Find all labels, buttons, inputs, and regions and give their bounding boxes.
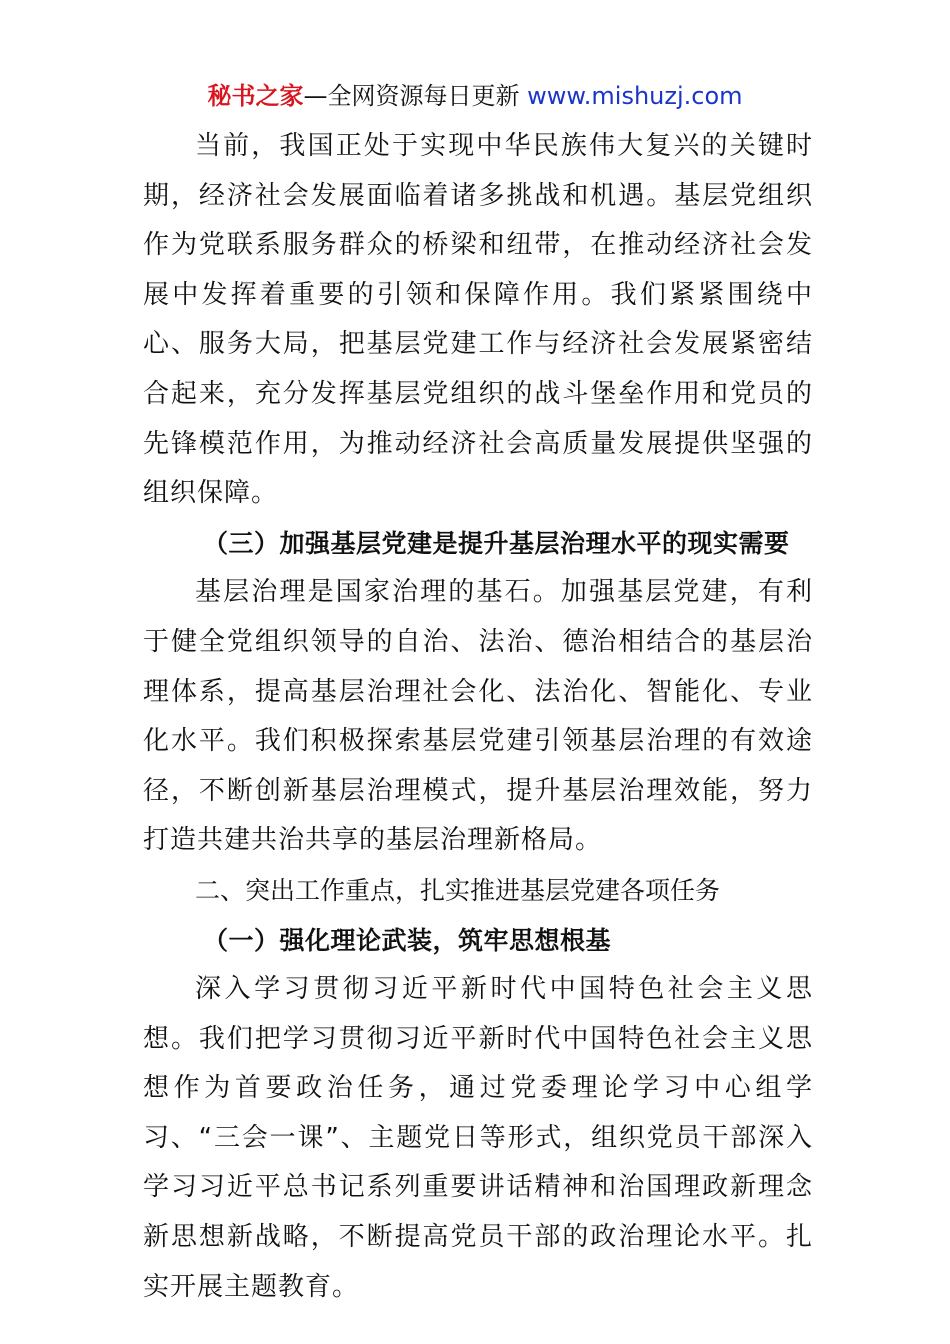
document-body bbox=[143, 122, 813, 1312]
site-url-link[interactable]: www.mishuzj.com bbox=[527, 82, 743, 110]
header-slogan: —全网资源每日更新 bbox=[303, 82, 520, 110]
subheading-3: （三）加强基层党建是提升基层治理水平的现实需要 bbox=[203, 528, 790, 558]
page-header bbox=[0, 78, 950, 114]
brand-name: 秘书之家 bbox=[207, 82, 304, 110]
paragraph-3: 深入学习贯彻习近平新时代中国特色社会主义思想。我们把学习贯彻习近平新时代中国特色社会主义思想作为首要政治任务，通过党委理论学习中心组学习、“三会一课”、主题党日等形式，组织党员干部深入学习习近平总书记系列重要讲话精神和治国理政新理念新思想新战略，不断提高党员干部的政治理论水平。扎实开展主题教育。 bbox=[143, 974, 813, 1302]
paragraph-1: 当前，我国正处于实现中华民族伟大复兴的关键时期，经济社会发展面临着诸多挑战和机遇。基层党组织作为党联系服务群众的桥梁和纽带，在推动经济社会发展中发挥着重要的引领和保障作用。我们紧紧围绕中心、服务大局，把基层党建工作与经济社会发展紧密结合起来，充分发挥基层党组织的战斗堡垒作用和党员的先锋模范作用，为推动经济社会高质量发展提供坚强的组织保障。 bbox=[143, 131, 813, 509]
paragraph-2: 基层治理是国家治理的基石。加强基层党建，有利于健全党组织领导的自治、法治、德治相结合的基层治理体系，提高基层治理社会化、法治化、智能化、专业化水平。我们积极探索基层党建引领基层治理的有效途径，不断创新基层治理模式，提升基层治理效能，努力打造共建共治共享的基层治理新格局。 bbox=[143, 577, 813, 856]
section-heading-2: 二、突出工作重点，扎实推进基层党建各项任务 bbox=[195, 875, 721, 905]
subheading-1: （一）强化理论武装，筑牢思想根基 bbox=[203, 925, 612, 955]
